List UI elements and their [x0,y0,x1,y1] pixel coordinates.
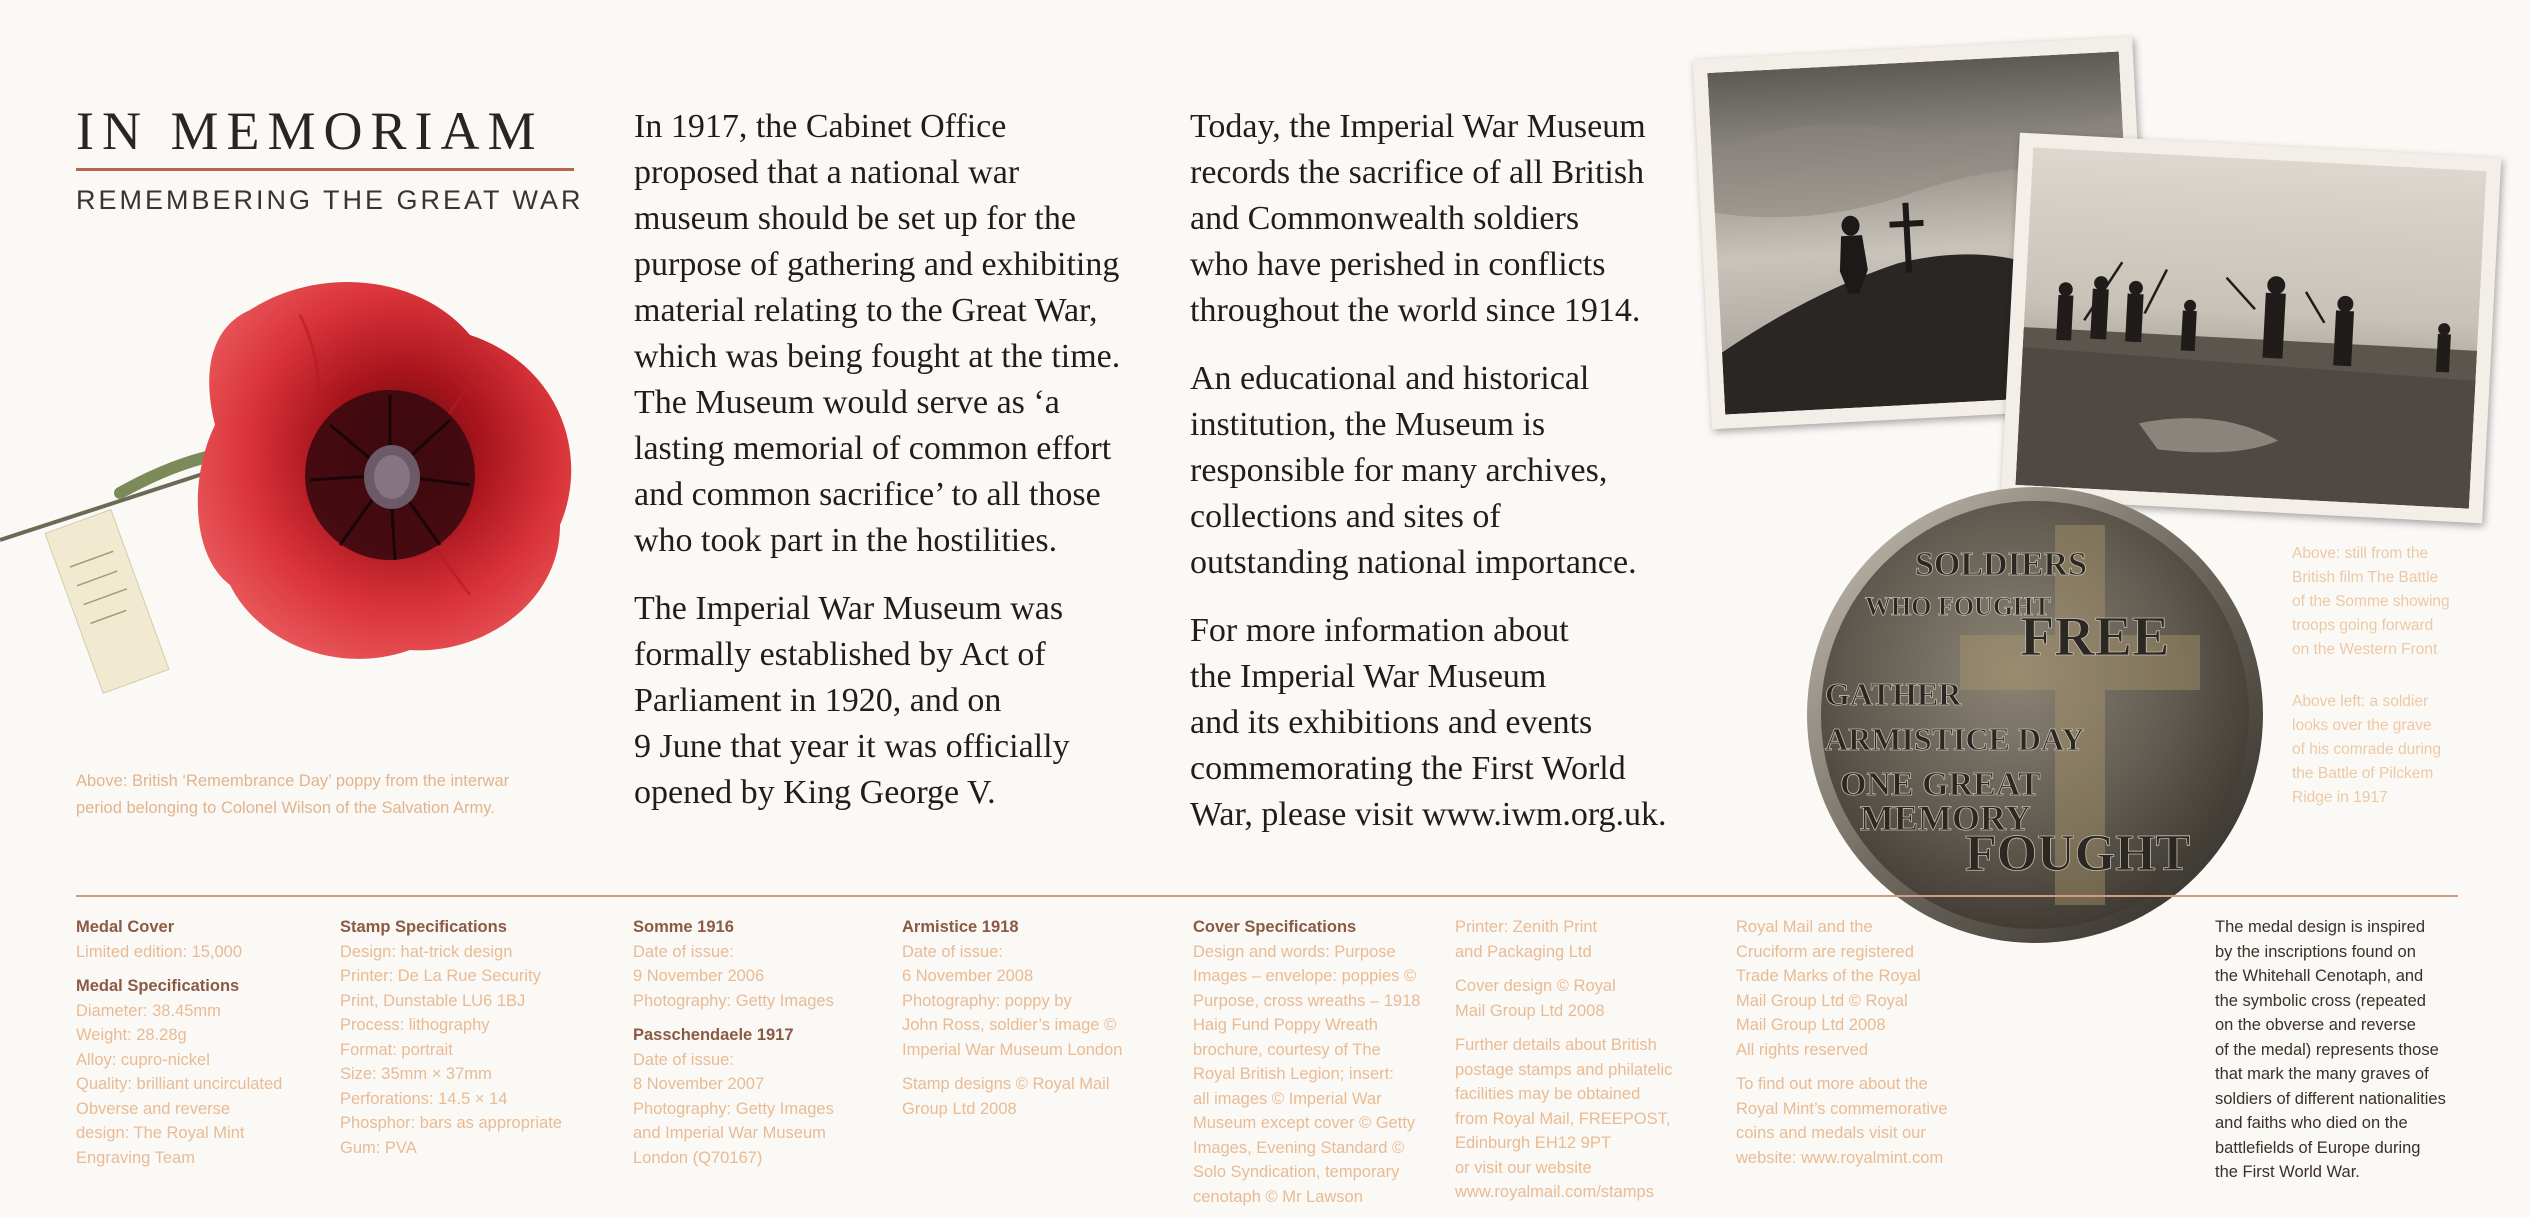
medal-text-fought: FOUGHT [1965,825,2191,882]
stamp-specs-info: Stamp Specifications Design: hat-trick design Printer: De La Rue Security Print, Dunstable LU6 1BJ Process: lithography Format: portrait Size: 35mm × 37mm Perforations: 14.5 × 14 Phosphor: bars as appropriate Gum: PVA [340,918,562,1157]
history-paragraph-1: In 1917, the Cabinet Office proposed that a national war museum should be set up for the purpose of gathering and exhibiting material relating to the Great War, which was being fought at the time. The Museum would serve as ‘a lasting memorial of common effort and common sacrifice’ to all those who took part in the hostilities. [634,108,1121,559]
medal-design-info: The medal design is inspired by the inscriptions found on the Whitehall Cenotaph, and the symbolic cross (repeated on the obverse and reverse of the medal) represents those that mark the many graves of soldiers of different nationalities and faiths who died on the battlefields of Europe during the First World War. [2215,918,2446,1181]
museum-paragraph-1: Today, the Imperial War Museum records the sacrifice of all British and Commonwealth soldiers who have perished in conflicts throughout the world since 1914. [1190,108,1646,329]
footer-divider [76,895,2458,897]
grave-photo-caption: Above left: a soldier looks over the grave of his comrade during the Battle of Pilckem Ridge in 1917 [2292,693,2442,806]
medal-text-who-fought: WHO FOUGHT [1865,592,2051,621]
medal-cover-info: Medal Cover Limited edition: 15,000 Medal Specifications Diameter: 38.45mm Weight: 28.28g Alloy: cupro-nickel Quality: brilliant uncirculated Obverse and reverse design: The Royal Mint Engraving Team [76,918,283,1167]
museum-paragraph-2: An educational and historical institution, the Museum is responsible for many archives, collections and sites of outstanding national importance. [1190,360,1637,581]
poppy-image [0,255,590,695]
royal-mail-info: Royal Mail and the Cruciform are registered Trade Marks of the Royal Mail Group Ltd © Royal Mail Group Ltd 2008 All rights reserved To find out more about the Royal Mint’s commemorative coins and medals visit our website: www.royalmint.com [1736,918,1948,1167]
medal-text-gather: GATHER [1825,676,1962,712]
medal-text-armistice: ARMISTICE DAY [1825,721,2085,757]
medal-text-memory: MEMORY [1860,798,2031,838]
printer-info: Printer: Zenith Print and Packaging Ltd Cover design © Royal Mail Group Ltd 2008 Further details about British postage stamps and philatelic facilities may be obtained from Royal Mail, FREEPOST, Edinburgh EH12 9PT or visit our website www.royalmail.com/stamps [1455,918,1673,1201]
title-divider [76,168,574,171]
troops-photo-image [2015,147,2486,508]
history-paragraph-2: The Imperial War Museum was formally established by Act of Parliament in 1920, and on 9 June that year it was officially opened by King George V. [634,590,1070,811]
museum-paragraph-3: For more information about the Imperial War Museum and its exhibitions and events commemorating the First World War, please visit www.iwm.org.uk. [1190,612,1667,833]
commemorative-medal [1805,485,2265,945]
cover-specs-info: Cover Specifications Design and words: Purpose Images – envelope: poppies © Purpose, cross wreaths – 1918 Haig Fund Poppy Wreath brochure, courtesy of The Royal British Legion; insert: all images © Imperial War Museum except cover © Getty Images, Evening Standard © Solo Syndication, temporary cenotaph © Mr Lawson [1193,918,1421,1206]
poppy-caption: Above: British ‘Remembrance Day’ poppy from the interwar period belonging to Colonel Wilson of the Salvation Army. [76,772,510,817]
somme-photo-caption: Above: still from the British film The Battle of the Somme showing troops going forward on the Western Front [2292,545,2450,658]
armistice-info: Armistice 1918 Date of issue: 6 November 2008 Photography: poppy by John Ross, soldier’s image © Imperial War Museum London Stamp designs © Royal Mail Group Ltd 2008 [902,918,1123,1118]
museum-column [1190,104,1700,860]
page-subtitle: REMEMBERING THE GREAT WAR [76,185,584,215]
medal-text-free: FREE [2020,606,2170,668]
somme-info: Somme 1916 Date of issue: 9 November 2006 Photography: Getty Images Passchendaele 1917 Date of issue: 8 November 2007 Photography: Getty Images and Imperial War Museum London (Q70167) [633,918,834,1167]
history-column [634,104,1154,838]
troops-photo [2001,133,2501,524]
medal-text-one-great: ONE GREAT [1840,766,2041,803]
page-title: IN MEMORIAM [76,101,544,161]
medal-text-soldiers: SOLDIERS [1915,546,2087,583]
